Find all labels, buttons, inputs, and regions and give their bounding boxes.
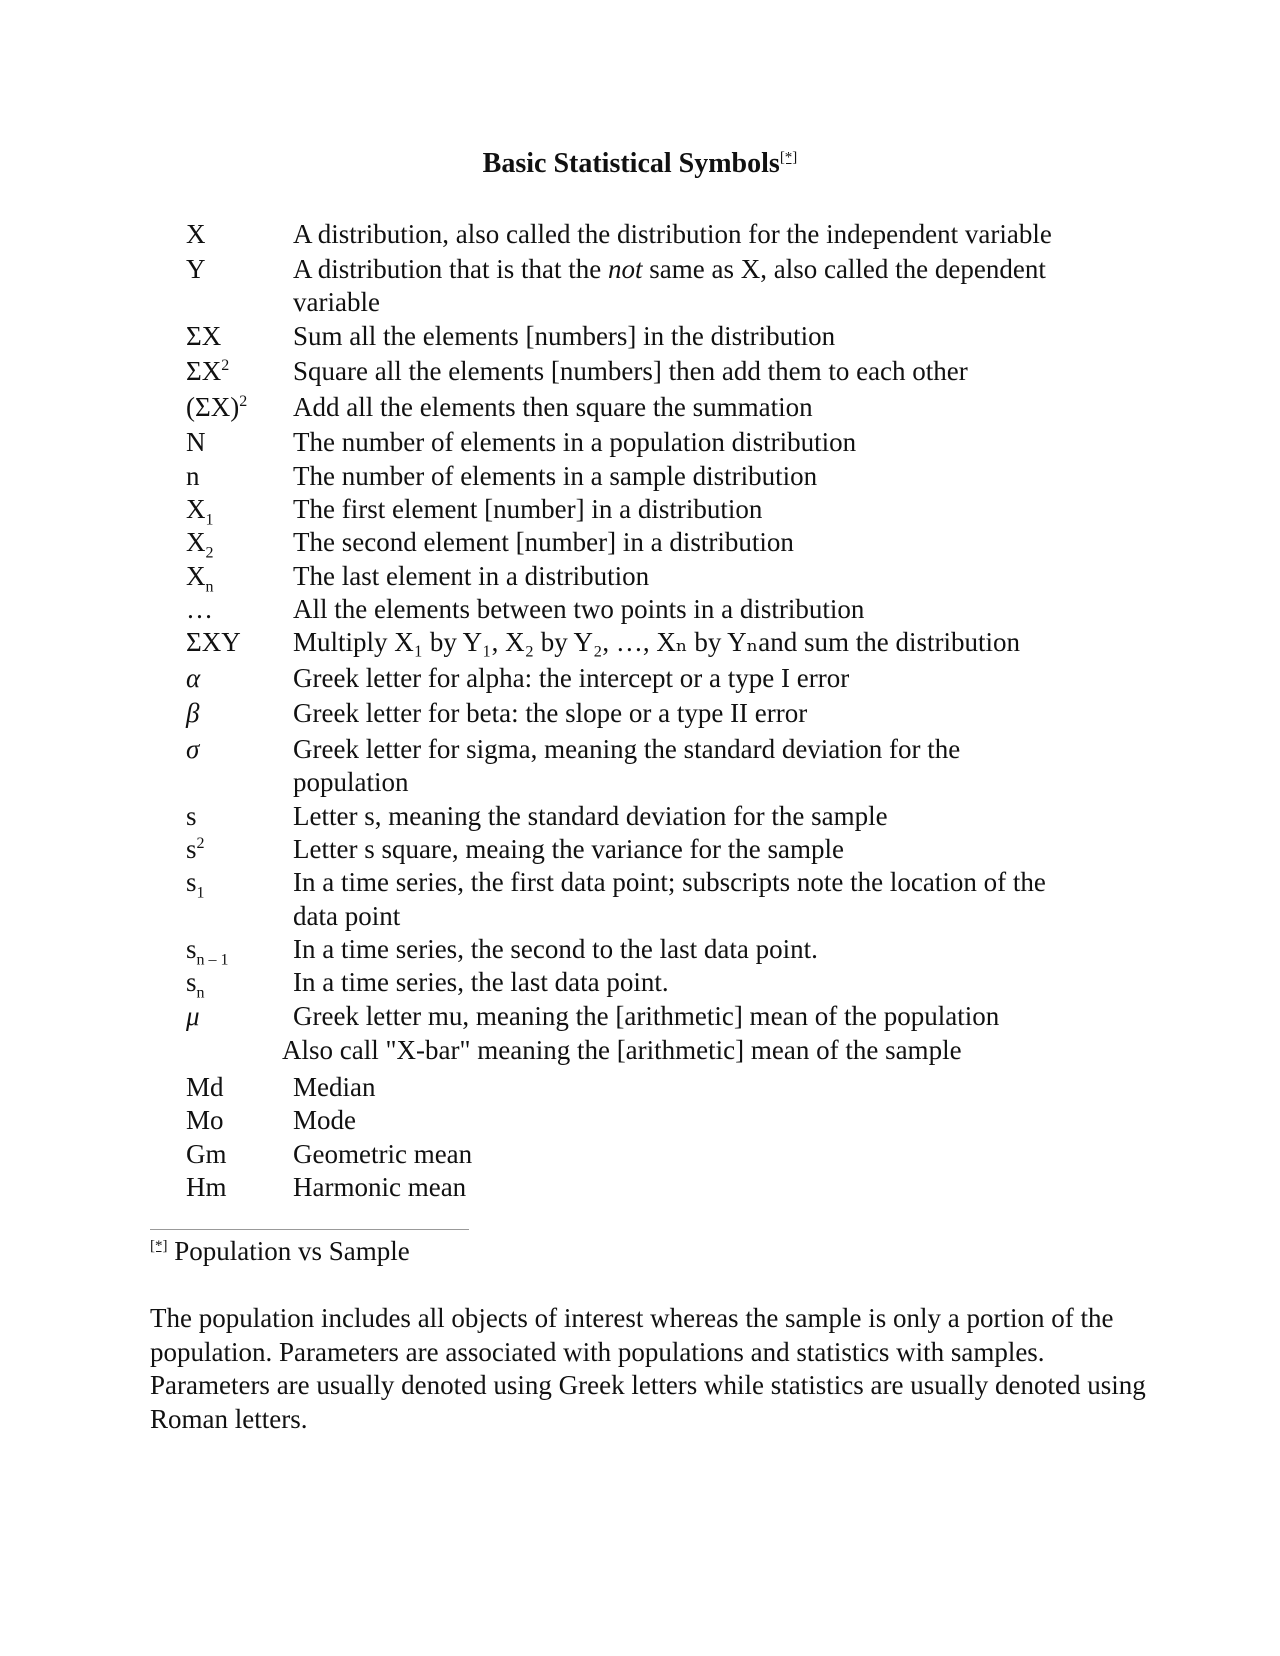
symbol — [186, 592, 213, 626]
description-part: not — [607, 254, 643, 284]
symbol-text: α — [186, 663, 201, 693]
symbol-description: Mode — [293, 1105, 356, 1135]
superscript: 2 — [239, 393, 248, 410]
symbol-text: s — [186, 867, 197, 897]
symbol-description: A distribution, also called the distribution for the independent variable — [293, 219, 1052, 249]
symbol-description: Greek letter mu, meaning the [arithmetic] mean of the population — [293, 1001, 1000, 1031]
description-part: same as X, also called the dependent — [642, 254, 1046, 284]
symbol-description: Multiply X₁ by Y₁, X₂ by Y₂, …, Xₙ by Yₙand sum the distribution — [293, 627, 1020, 657]
symbol-description: Greek letter for beta: the slope or a type II error — [293, 698, 808, 728]
symbol-description: Greek letter for sigma, meaning the standard deviation for the — [293, 734, 961, 764]
description-continuation: population — [293, 767, 409, 797]
symbol-description: Greek letter for alpha: the intercept or a type I error — [293, 663, 850, 693]
symbol-text: μ — [186, 1001, 200, 1031]
symbol — [186, 932, 229, 969]
symbol-description — [293, 252, 1046, 286]
symbol-text: (ΣX) — [186, 392, 240, 422]
footnote-paragraph: The population includes all objects of interest whereas the sample is only a portion of the population. Parameters are associated with populations and statistics with samples. Parameters are usually denoted using Greek letters while statistics are usually denoted using Roman letters. — [150, 1303, 1146, 1434]
footnote-title: Population vs Sample — [174, 1236, 410, 1266]
symbol-description: Square all the elements [numbers] then add them to each other — [293, 356, 968, 386]
symbol-description: The first element [number] in a distribution — [293, 494, 763, 524]
symbol-text: σ — [186, 734, 200, 764]
footnote-link[interactable]: [*] — [779, 149, 798, 166]
description-continuation: variable — [293, 287, 380, 317]
symbol-text: n — [186, 461, 200, 491]
symbol — [186, 390, 247, 424]
symbol — [186, 799, 197, 833]
symbol — [186, 965, 205, 1002]
subscript: 1 — [205, 511, 214, 529]
symbol-description: The number of elements in a population distribution — [293, 427, 857, 457]
footnote-heading — [150, 1236, 410, 1267]
symbol-description: All the elements between two points in a distribution — [293, 594, 865, 624]
symbol — [186, 425, 206, 459]
symbol-text: s — [186, 834, 197, 864]
symbol — [186, 319, 221, 353]
symbol-text: Hm — [186, 1172, 227, 1202]
symbol-description: Geometric mean — [293, 1139, 473, 1169]
subscript: 2 — [205, 544, 214, 562]
symbol — [186, 559, 214, 596]
symbol-text: … — [186, 594, 213, 624]
symbol-text: X — [186, 219, 206, 249]
footnote-mark[interactable]: [*] — [150, 1238, 168, 1254]
subscript: n — [205, 578, 214, 596]
symbol — [186, 732, 199, 766]
symbol-text: ΣX — [186, 356, 222, 386]
symbol-description: The last element in a distribution — [293, 561, 650, 591]
symbol-description: Harmonic mean — [293, 1172, 467, 1202]
symbol-description: In a time series, the last data point. — [293, 967, 669, 997]
symbol-text: X — [186, 527, 206, 557]
symbol — [186, 459, 200, 493]
superscript: 2 — [196, 835, 205, 852]
superscript: 2 — [221, 357, 230, 374]
symbol-description: Also call "X-bar" meaning the [arithmetic] mean of the sample — [282, 1035, 962, 1065]
symbol — [186, 832, 205, 866]
symbol-description: Median — [293, 1072, 376, 1102]
symbol-description: Letter s square, meaing the variance for the sample — [293, 834, 845, 864]
symbol-text: ΣXY — [186, 627, 241, 657]
description-continuation: data point — [293, 901, 401, 931]
symbol — [186, 865, 205, 902]
subscript: n — [196, 984, 205, 1002]
symbol — [186, 492, 214, 529]
symbol-text: ΣX — [186, 321, 222, 351]
symbol-description: In a time series, the first data point; subscripts note the location of the — [293, 867, 1046, 897]
subscript: 1 — [196, 884, 205, 902]
symbol-text: β — [186, 698, 200, 728]
symbol — [186, 1070, 224, 1104]
symbol-text: Md — [186, 1072, 224, 1102]
subscript: n – 1 — [196, 951, 229, 969]
symbol-text: N — [186, 427, 206, 457]
symbol-text: Mo — [186, 1105, 224, 1135]
symbol-description: The second element [number] in a distribution — [293, 527, 794, 557]
description-part: A distribution that is that the — [293, 254, 608, 284]
symbol-text: s — [186, 934, 197, 964]
symbol — [186, 999, 200, 1033]
symbol — [186, 661, 200, 695]
symbol — [186, 1170, 227, 1204]
symbol-text: X — [186, 494, 206, 524]
symbol-description: Letter s, meaning the standard deviation for the sample — [293, 801, 888, 831]
symbol — [186, 217, 206, 251]
symbol — [186, 252, 206, 286]
symbol — [186, 625, 241, 659]
footnote-divider — [150, 1229, 469, 1230]
symbol — [186, 696, 199, 730]
symbol-text: X — [186, 561, 206, 591]
title-text: Basic Statistical Symbols — [482, 148, 780, 179]
symbol — [186, 1103, 224, 1137]
symbol-description: Sum all the elements [numbers] in the distribution — [293, 321, 836, 351]
symbol — [186, 1137, 227, 1171]
symbol — [186, 525, 214, 562]
symbol-text: Y — [186, 254, 206, 284]
symbol-description: In a time series, the second to the last data point. — [293, 934, 818, 964]
symbol-text: s — [186, 967, 197, 997]
symbol-text: Gm — [186, 1139, 227, 1169]
page-title — [0, 148, 1280, 180]
symbol-description: The number of elements in a sample distribution — [293, 461, 818, 491]
symbol-text: s — [186, 801, 197, 831]
symbol-description: Add all the elements then square the summation — [293, 392, 813, 422]
symbol — [186, 354, 229, 388]
